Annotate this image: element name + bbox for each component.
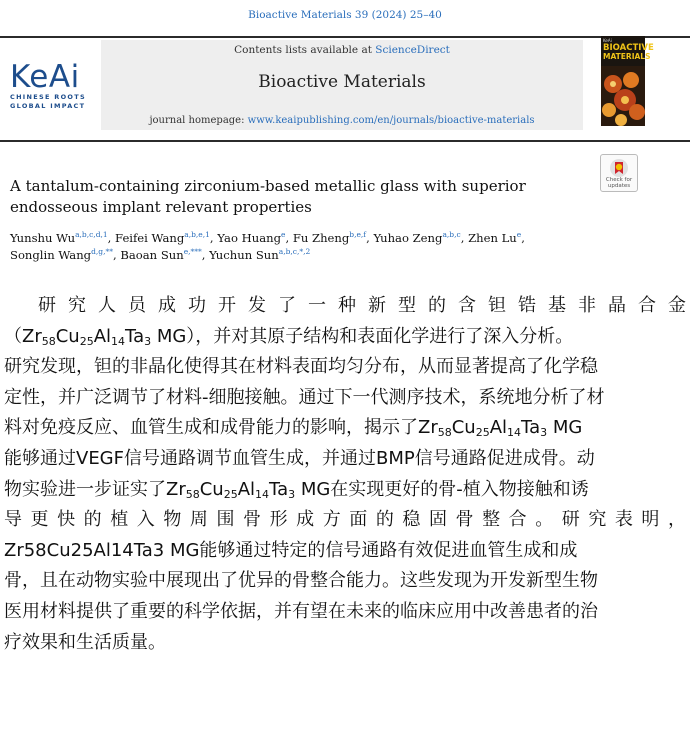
text-line: 导更快的植入物周围骨形成方面的稳固骨整合。研究表明， (4, 509, 686, 531)
author-list: Yunshu Wu$^{a,b,c,d,1}$, Feifei Wang$^{a,b,e,1}$, Yao Huang$^e$, Fu Zheng$^{b,e,f}$, Yuhao Zeng$^{a,b,c}$, Zhen Lu$^e$, Songlin Wang$^{d,g,**}$, Baoan Sun$^{e,***}$, Yuchun Sun$^{a,b,c,*,2}$ (10, 230, 525, 262)
formula: $Zr_{58}Cu_{25}Al_{14}Ta_3$ (418, 417, 548, 440)
logo-tagline-1: CHINESE ROOTS (10, 93, 86, 101)
text-line: （$Zr_{58}Cu_{25}Al_{14}Ta_3$ MG），并对其原子结构和表面化学进行了深入分析。 (4, 325, 574, 348)
author[interactable]: Songlin Wang$^{d,g,**}$ (10, 247, 113, 262)
journal-cover-image[interactable] (601, 36, 654, 126)
text-line: 能够通过VEGF信号通路调节血管生成，并通过BMP信号通路促进成骨。动 (4, 447, 595, 469)
homepage-link[interactable]: www.keaipublishing.com/en/journals/bioactive-materials (247, 115, 535, 126)
author[interactable]: Baoan Sun$^{e,***}$ (120, 247, 202, 262)
formula: $Zr_{58}Cu_{25}Al_{14}Ta_3$ (22, 325, 152, 348)
sciencedirect-link[interactable]: ScienceDirect (375, 44, 450, 56)
text-line: 医用材料提供了重要的科学依据，并有望在未来的临床应用中改善患者的治 (4, 600, 598, 622)
journal-homepage: journal homepage: www.keaipublishing.com/en/journals/bioactive-materials (149, 115, 535, 126)
text-line: 研究发现，钽的非晶化使得其在材料表面均匀分布，从而显著提高了化学稳 (4, 356, 598, 378)
journal-citation[interactable]: Bioactive Materials 39 (2024) 25–40 (248, 9, 442, 21)
article-title: A tantalum-containing zirconium-based metallic glass with superior endosseous implant relevant properties (10, 177, 526, 216)
author[interactable]: Fu Zheng$^{b,e,f}$ (292, 230, 367, 245)
text-line: 料对免疫反应、血管生成和成骨能力的影响，揭示了$Zr_{58}Cu_{25}Al_{14}Ta_3$ MG (4, 417, 583, 440)
text-line: 研究人员成功开发了一种新型的含钽锆基非晶合金 (38, 295, 686, 316)
author[interactable]: Yuchun Sun$^{a,b,c,*,2}$ (209, 247, 311, 262)
journal-name: Bioactive Materials (258, 72, 426, 92)
summary-text (4, 291, 686, 658)
logo-wordmark: KeAi (10, 59, 80, 95)
logo-tagline-2: GLOBAL IMPACT (10, 102, 86, 110)
author[interactable]: Zhen Lu$^e$ (468, 230, 522, 245)
contents-line: Contents lists available at ScienceDirect (234, 44, 450, 56)
crossmark-icon (609, 158, 629, 178)
keai-logo (10, 59, 96, 111)
cover-publisher: KeAi (603, 38, 612, 43)
check-for-updates-button[interactable] (600, 154, 638, 192)
text-line: Zr58Cu25Al14Ta3 MG能够通过特定的信号通路有效促进血管生成和成 (4, 539, 578, 561)
author[interactable]: Yunshu Wu$^{a,b,c,d,1}$ (10, 230, 108, 245)
author[interactable]: Yao Huang$^e$ (217, 230, 286, 245)
text-line: 疗效果和生活质量。 (4, 631, 166, 653)
header-rule (0, 36, 690, 38)
cover-title-1: BIOACTIVE (603, 43, 654, 53)
header-rule-bottom (0, 140, 690, 142)
author[interactable]: Feifei Wang$^{a,b,e,1}$ (115, 230, 210, 245)
text-line: 定性，并广泛调节了材料-细胞接触。通过下一代测序技术，系统地分析了材 (4, 386, 605, 408)
text-line: 物实验进一步证实了$Zr_{58}Cu_{25}Al_{14}Ta_3$ MG在实现更好的骨-植入物接触和诱 (4, 478, 589, 501)
formula: $Zr_{58}Cu_{25}Al_{14}Ta_3$ (166, 478, 296, 501)
text-line: 骨，且在动物实验中展现出了优异的骨整合能力。这些发现为开发新型生物 (4, 570, 598, 592)
badge-label: Check for updates (605, 177, 633, 189)
cover-title-2: MATERIALS (603, 52, 651, 61)
cover-artwork (601, 66, 645, 126)
author[interactable]: Yuhao Zeng$^{a,b,c}$ (373, 230, 461, 245)
